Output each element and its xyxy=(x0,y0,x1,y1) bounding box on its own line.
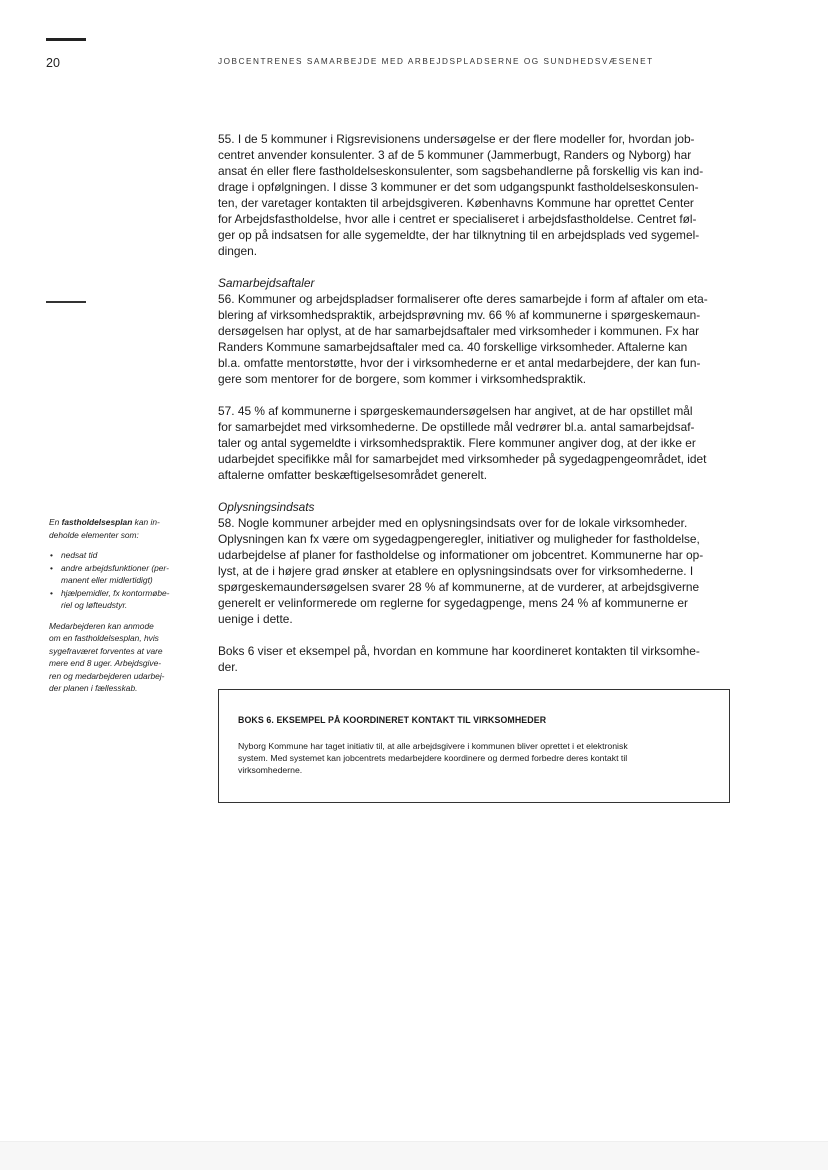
paragraph-55: 55. I de 5 kommuner i Rigsrevisionens undersøgelse er der flere modeller for, hvordan job- centret anvender konsulenter. 3 af de 5 kommuner (Jammerbugt, Randers og Nyborg) har ansat én eller flere fastholdelseskonsulenter, som sagsbehandlerne på forskellig vis kan ind- drage i opfølgningen. I disse 3 kommuner er det som udgangspunkt fastholdelseskonsulen- ten, der varetager kontakten til arbejdsgiveren. Københavns Kommune har oprettet Center for Arbejdsfastholdelse, hvor alle i centret er specialiseret i arbejdsfastholdelse. Centret føl- ger op på indsatsen for alle sygemeldte, der har tilknytning til en arbejdsplads ved sygemel- dingen. xyxy=(218,132,704,258)
box-body: Nyborg Kommune har taget initiativ til, at alle arbejdsgivere i kommunen bliver oprettet i et elektronisk system. Med systemet kan jobcentrets medarbejdere koordinere og dermed forbedre deres kontakt til virksomhederne. xyxy=(238,741,628,775)
list-item: • andre arbejdsfunktioner (per- manent eller midlertidigt) xyxy=(49,562,179,587)
sidenote-fastholdelsesplan xyxy=(49,516,179,695)
subhead-oplysningsindsats: Oplysningsindsats xyxy=(218,500,315,514)
paragraph-57: 57. 45 % af kommunerne i spørgeskemaundersøgelsen har angivet, at de har opstillet mål for samarbejdet med virksomhederne. De opstillede mål vedrører bl.a. antal samarbejdsaf- taler og antal sygemeldte i virksomhedspraktik. Flere kommuner angiver dog, at der ikke er udarbejdet specifikke mål for samarbejdet med virksomheder på sygedagpengeområdet, idet aftalerne omfatter beskæftigelsesområdet generelt. xyxy=(218,404,707,482)
page-number: 20 xyxy=(46,56,60,70)
sidenote-paragraph: Medarbejderen kan anmode om en fastholdelsesplan, hvis sygefraværet forventes at vare mere end 8 uger. Arbejdsgive- ren og medarbejderen udarbej- der planen i fællesskab. xyxy=(49,620,165,693)
list-item: • hjælpemidler, fx kontormøbe- riel og løfteudstyr. xyxy=(49,587,179,612)
paragraph-58: 58. Nogle kommuner arbejder med en oplysningsindsats over for de lokale virksomheder. Oplysningen kan fx være om sygedagpengeregler, initiativer og muligheder for fastholdelse, udarbejdelse af planer for fastholdelse og informationer om jobcentret. Kommunerne har op- lyst, at de i højere grad ønsker at etablere en oplysningsindsats over for virksomhederne. I spørgeskemaundersøgelsen svarer 28 % af kommunerne, at de vurderer, at arbejdsgiverne generelt er velinformerede om reglerne for sygedagpenge, mens 24 % af kommunerne er uenige i dette. xyxy=(218,516,704,626)
sidenote-bullet-list xyxy=(49,549,179,612)
paragraph-box-intro: Boks 6 viser et eksempel på, hvordan en kommune har koordineret kontakten til virksomhe- der. xyxy=(218,644,700,674)
running-head: JOBCENTRENES SAMARBEJDE MED ARBEJDSPLADSERNE OG SUNDHEDSVÆSENET xyxy=(218,57,654,66)
side-rule xyxy=(46,301,86,303)
box-title: BOKS 6. EKSEMPEL PÅ KOORDINERET KONTAKT TIL VIRKSOMHEDER xyxy=(238,715,547,725)
list-item: • nedsat tid xyxy=(49,549,179,562)
box-6 xyxy=(218,689,730,803)
bottom-scan-band xyxy=(0,1141,828,1170)
top-rule xyxy=(46,38,86,41)
sidenote-intro: En fastholdelsesplan kan in- deholde elementer som: xyxy=(49,517,160,540)
paragraph-56: 56. Kommuner og arbejdspladser formaliserer ofte deres samarbejde i form af aftaler om eta- blering af virksomhedspraktik, arbejdsprøvning mv. 66 % af kommunerne i spørgeskemaun- dersøgelsen har oplyst, at de har samarbejdsaftaler med virksomheder i kommunen. Fx har Randers Kommune samarbejdsaftaler med ca. 40 forskellige virksomheder. Aftalerne kan bl.a. omfatte mentorstøtte, hvor der i virksomhederne er et antal medarbejdere, der kan fun- gere som mentorer for de borgere, som kommer i virksomhedspraktik. xyxy=(218,292,708,386)
subhead-samarbejdsaftaler: Samarbejdsaftaler xyxy=(218,276,315,290)
main-text xyxy=(218,131,730,675)
